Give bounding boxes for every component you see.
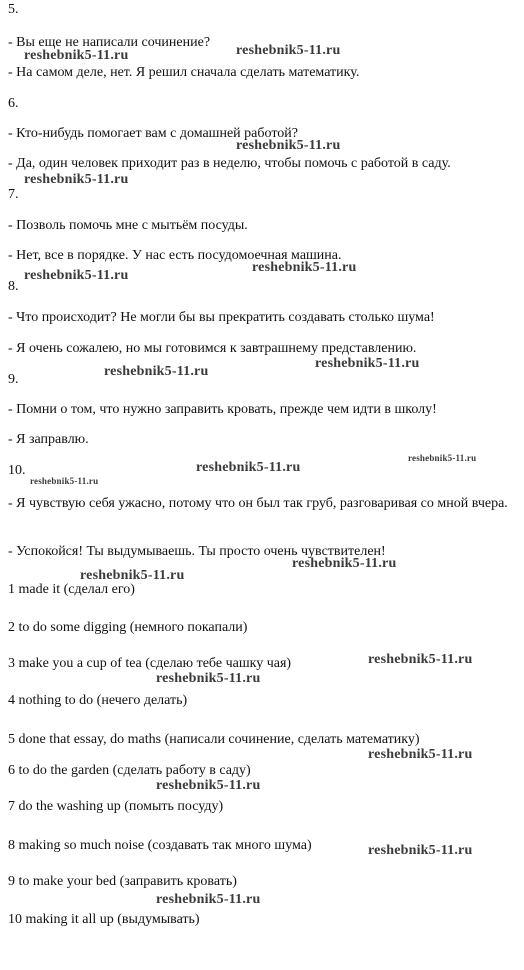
- watermark: reshebnik5-11.ru: [292, 556, 397, 571]
- watermark: reshebnik5-11.ru: [315, 356, 420, 371]
- answer-item: 7 do the washing up (помыть посуду): [8, 799, 224, 814]
- watermark: reshebnik5-11.ru: [236, 138, 341, 153]
- dialogue-line: - Я заправлю.: [8, 432, 89, 447]
- dialogue-line: - Что происходит? Не могли бы вы прекратить создавать столько шума!: [8, 310, 435, 325]
- watermark: reshebnik5-11.ru: [156, 778, 261, 793]
- watermark: reshebnik5-11.ru: [24, 172, 129, 187]
- watermark: reshebnik5-11.ru: [30, 476, 99, 486]
- answer-item: 6 to do the garden (сделать работу в саду): [8, 763, 251, 778]
- watermark: reshebnik5-11.ru: [236, 43, 341, 58]
- answer-item: 9 to make your bed (заправить кровать): [8, 874, 237, 889]
- exercise-number: 7.: [8, 187, 19, 202]
- dialogue-line: - Вы еще не написали сочинение?: [8, 35, 211, 50]
- dialogue-line: - Я очень сожалею, но мы готовимся к завтрашнему представлению.: [8, 341, 417, 356]
- watermark: reshebnik5-11.ru: [196, 460, 301, 475]
- dialogue-line: - Я чувствую себя ужасно, потому что он был так груб, разговаривая со мной вчера.: [8, 496, 508, 511]
- answer-item: 3 make you a cup of tea (сделаю тебе чашку чая): [8, 656, 292, 671]
- dialogue-line: - На самом деле, нет. Я решил сначала сделать математику.: [8, 65, 360, 80]
- watermark: reshebnik5-11.ru: [24, 268, 129, 283]
- answer-item: 4 nothing to do (нечего делать): [8, 693, 188, 708]
- dialogue-line: - Успокойся! Ты выдумываешь. Ты просто очень чувствителен!: [8, 544, 386, 559]
- answer-item: 1 made it (сделал его): [8, 582, 135, 597]
- watermark: reshebnik5-11.ru: [156, 671, 261, 686]
- watermark: reshebnik5-11.ru: [252, 260, 357, 275]
- exercise-number: 9.: [8, 372, 19, 387]
- exercise-number: 6.: [8, 96, 19, 111]
- dialogue-line: - Нет, все в порядке. У нас есть посудомоечная машина.: [8, 248, 342, 263]
- watermark: reshebnik5-11.ru: [156, 892, 261, 907]
- watermark: reshebnik5-11.ru: [24, 48, 129, 63]
- exercise-number: 10.: [8, 463, 26, 478]
- answer-item: 8 making so much noise (создавать так много шума): [8, 838, 312, 853]
- watermark: reshebnik5-11.ru: [408, 453, 477, 463]
- watermark: reshebnik5-11.ru: [104, 364, 209, 379]
- watermark: reshebnik5-11.ru: [80, 568, 185, 583]
- dialogue-line: - Позволь помочь мне с мытьём посуды.: [8, 218, 248, 233]
- dialogue-line: - Кто-нибудь помогает вам с домашней работой?: [8, 126, 298, 141]
- watermark: reshebnik5-11.ru: [368, 843, 473, 858]
- watermark: reshebnik5-11.ru: [368, 652, 473, 667]
- exercise-number: 8.: [8, 279, 19, 294]
- watermark: reshebnik5-11.ru: [368, 747, 473, 762]
- answer-item: 5 done that essay, do maths (написали сочинение, сделать математику): [8, 732, 420, 747]
- answer-item: 2 to do some digging (немного покапали): [8, 620, 248, 635]
- answer-item: 10 making it all up (выдумывать): [8, 912, 200, 927]
- dialogue-line: - Да, один человек приходит раз в неделю, чтобы помочь с работой в саду.: [8, 156, 451, 171]
- dialogue-line: - Помни о том, что нужно заправить кровать, прежде чем идти в школу!: [8, 402, 437, 417]
- exercise-number: 5.: [8, 2, 19, 17]
